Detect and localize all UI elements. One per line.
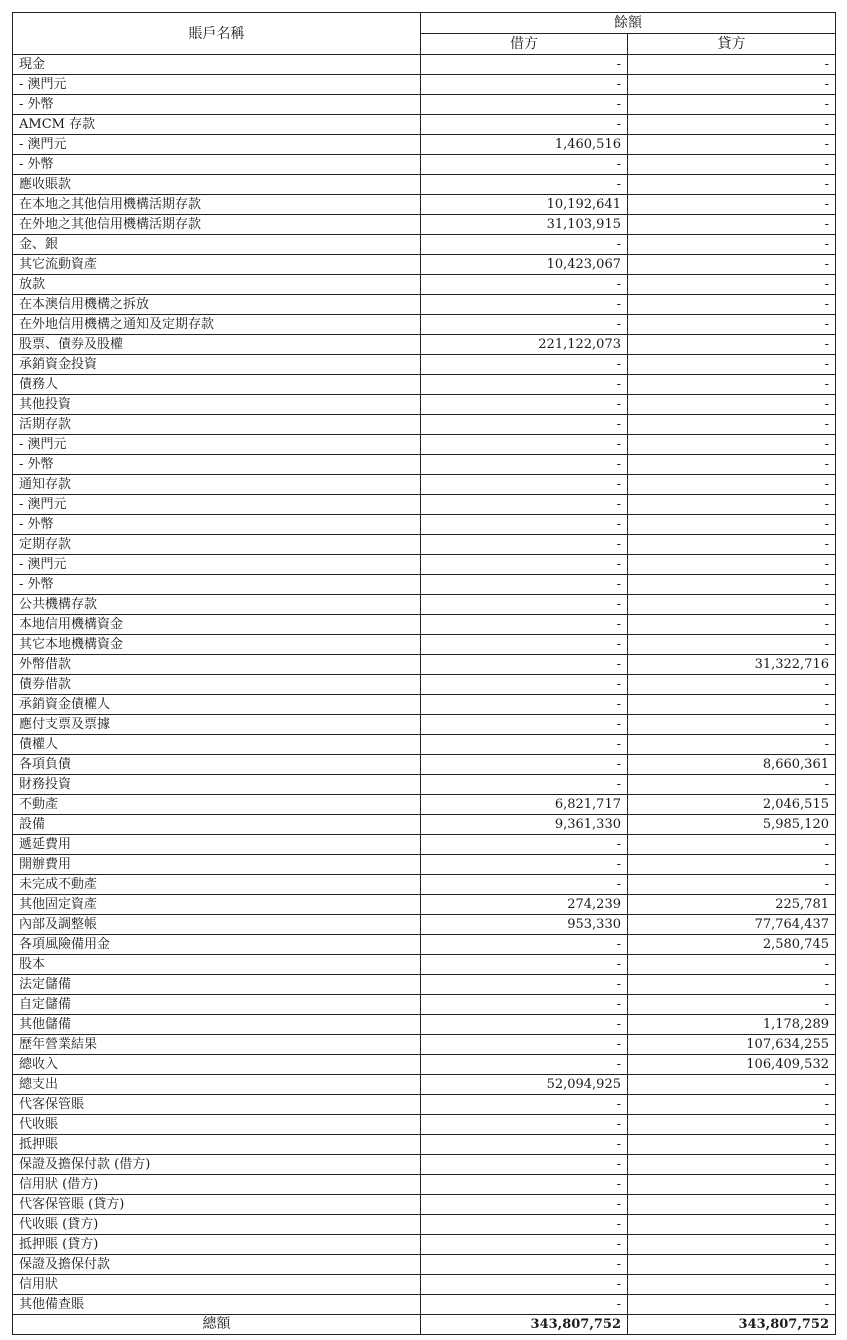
account-name-cell: 股票、債券及股權: [13, 335, 421, 355]
account-name-cell: 總收入: [13, 1055, 421, 1075]
credit-cell: -: [628, 1195, 836, 1215]
table-row: [13, 815, 836, 835]
debit-cell: -: [421, 1015, 628, 1035]
table-row: [13, 775, 836, 795]
table-row: [13, 395, 836, 415]
debit-cell: 10,423,067: [421, 255, 628, 275]
account-name-cell: 遞延費用: [13, 835, 421, 855]
account-name-cell: 承銷資金投資: [13, 355, 421, 375]
debit-cell: -: [421, 355, 628, 375]
debit-cell: -: [421, 975, 628, 995]
total-credit: 343,807,752: [628, 1315, 836, 1335]
debit-cell: -: [421, 755, 628, 775]
account-name-cell: - 外幣: [13, 155, 421, 175]
credit-cell: -: [628, 1135, 836, 1155]
table-row: [13, 975, 836, 995]
account-name-cell: 其它本地機構資金: [13, 635, 421, 655]
credit-cell: -: [628, 55, 836, 75]
table-footer: [13, 1315, 836, 1335]
table-row: [13, 55, 836, 75]
credit-cell: -: [628, 135, 836, 155]
debit-cell: -: [421, 1155, 628, 1175]
table-row: [13, 955, 836, 975]
credit-cell: -: [628, 275, 836, 295]
credit-cell: -: [628, 355, 836, 375]
credit-cell: -: [628, 435, 836, 455]
debit-cell: -: [421, 115, 628, 135]
table-row: [13, 835, 836, 855]
debit-cell: -: [421, 435, 628, 455]
debit-cell: -: [421, 875, 628, 895]
credit-cell: -: [628, 335, 836, 355]
debit-cell: -: [421, 295, 628, 315]
debit-cell: -: [421, 1195, 628, 1215]
debit-cell: -: [421, 515, 628, 535]
account-name-cell: 設備: [13, 815, 421, 835]
credit-header: 貸方: [628, 34, 836, 55]
debit-cell: -: [421, 55, 628, 75]
account-name-cell: - 澳門元: [13, 75, 421, 95]
debit-cell: -: [421, 715, 628, 735]
account-name-cell: 股本: [13, 955, 421, 975]
account-name-cell: 法定儲備: [13, 975, 421, 995]
table-row: [13, 455, 836, 475]
credit-cell: -: [628, 195, 836, 215]
table-row: [13, 535, 836, 555]
credit-cell: -: [628, 555, 836, 575]
debit-cell: -: [421, 995, 628, 1015]
account-name-cell: 未完成不動產: [13, 875, 421, 895]
account-name-cell: 本地信用機構資金: [13, 615, 421, 635]
table-row: [13, 235, 836, 255]
table-row: [13, 155, 836, 175]
credit-cell: -: [628, 635, 836, 655]
credit-cell: -: [628, 1235, 836, 1255]
account-name-header: 賬戶名稱: [13, 13, 421, 55]
debit-cell: -: [421, 1035, 628, 1055]
table-row: [13, 1155, 836, 1175]
table-row: [13, 355, 836, 375]
credit-cell: -: [628, 595, 836, 615]
table-row: [13, 935, 836, 955]
account-name-cell: - 外幣: [13, 455, 421, 475]
table-row: [13, 735, 836, 755]
account-rows: [13, 55, 836, 1315]
table-row: [13, 1235, 836, 1255]
debit-cell: -: [421, 95, 628, 115]
table-row: [13, 1115, 836, 1135]
debit-cell: -: [421, 735, 628, 755]
credit-cell: -: [628, 735, 836, 755]
account-name-cell: 代收賬 (貸方): [13, 1215, 421, 1235]
credit-cell: -: [628, 235, 836, 255]
credit-cell: -: [628, 455, 836, 475]
table-row: [13, 875, 836, 895]
table-row: [13, 415, 836, 435]
account-name-cell: - 澳門元: [13, 435, 421, 455]
account-name-cell: 代客保管賬: [13, 1095, 421, 1115]
debit-cell: -: [421, 415, 628, 435]
table-row: [13, 895, 836, 915]
account-name-cell: - 外幣: [13, 575, 421, 595]
credit-cell: 2,580,745: [628, 935, 836, 955]
table-row: [13, 755, 836, 775]
credit-cell: -: [628, 215, 836, 235]
table-row: [13, 335, 836, 355]
account-name-cell: 內部及調整帳: [13, 915, 421, 935]
account-name-cell: 在外地之其他信用機構活期存款: [13, 215, 421, 235]
account-name-cell: - 外幣: [13, 95, 421, 115]
balance-header: 餘額: [421, 13, 836, 34]
table-row: [13, 995, 836, 1015]
account-name-cell: - 外幣: [13, 515, 421, 535]
credit-cell: -: [628, 1095, 836, 1115]
credit-cell: 8,660,361: [628, 755, 836, 775]
credit-cell: -: [628, 475, 836, 495]
table-row: [13, 1095, 836, 1115]
credit-cell: -: [628, 315, 836, 335]
account-name-cell: 代客保管賬 (貸方): [13, 1195, 421, 1215]
table-row: [13, 1215, 836, 1235]
debit-cell: -: [421, 955, 628, 975]
credit-cell: 77,764,437: [628, 915, 836, 935]
credit-cell: -: [628, 1215, 836, 1235]
credit-cell: 106,409,532: [628, 1055, 836, 1075]
account-name-cell: 金、銀: [13, 235, 421, 255]
credit-cell: -: [628, 395, 836, 415]
account-name-cell: 放款: [13, 275, 421, 295]
account-name-cell: 債務人: [13, 375, 421, 395]
credit-cell: -: [628, 535, 836, 555]
credit-cell: -: [628, 495, 836, 515]
credit-cell: -: [628, 295, 836, 315]
credit-cell: -: [628, 955, 836, 975]
table-row: [13, 255, 836, 275]
total-debit: 343,807,752: [421, 1315, 628, 1335]
debit-cell: -: [421, 675, 628, 695]
account-name-cell: 各項風險備用金: [13, 935, 421, 955]
table-row: [13, 1015, 836, 1035]
debit-cell: -: [421, 935, 628, 955]
table-row: [13, 855, 836, 875]
table-row: [13, 1135, 836, 1155]
debit-cell: -: [421, 855, 628, 875]
debit-cell: -: [421, 1215, 628, 1235]
account-name-cell: 歷年營業結果: [13, 1035, 421, 1055]
debit-cell: -: [421, 575, 628, 595]
table-row: [13, 315, 836, 335]
credit-cell: -: [628, 515, 836, 535]
debit-cell: 9,361,330: [421, 815, 628, 835]
credit-cell: -: [628, 255, 836, 275]
account-name-cell: 抵押賬 (貸方): [13, 1235, 421, 1255]
table-row: [13, 695, 836, 715]
account-name-cell: 保證及擔保付款: [13, 1255, 421, 1275]
debit-cell: -: [421, 775, 628, 795]
debit-cell: -: [421, 595, 628, 615]
table-row: [13, 215, 836, 235]
account-name-cell: 債權人: [13, 735, 421, 755]
account-name-cell: 其他投資: [13, 395, 421, 415]
debit-cell: -: [421, 455, 628, 475]
debit-cell: -: [421, 175, 628, 195]
table-row: [13, 615, 836, 635]
total-label: 總額: [13, 1315, 421, 1335]
table-row: [13, 1055, 836, 1075]
debit-cell: 1,460,516: [421, 135, 628, 155]
debit-cell: 274,239: [421, 895, 628, 915]
debit-header: 借方: [421, 34, 628, 55]
account-name-cell: 其他備查賬: [13, 1295, 421, 1315]
credit-cell: -: [628, 995, 836, 1015]
account-name-cell: - 澳門元: [13, 555, 421, 575]
table-row: [13, 135, 836, 155]
table-row: [13, 1035, 836, 1055]
table-row: [13, 555, 836, 575]
debit-cell: -: [421, 1295, 628, 1315]
debit-cell: -: [421, 495, 628, 515]
account-name-cell: 承銷資金債權人: [13, 695, 421, 715]
debit-cell: -: [421, 695, 628, 715]
debit-cell: -: [421, 1115, 628, 1135]
debit-cell: -: [421, 635, 628, 655]
account-name-cell: 在本地之其他信用機構活期存款: [13, 195, 421, 215]
debit-cell: -: [421, 1135, 628, 1155]
table-row: [13, 75, 836, 95]
account-name-cell: 其它流動資產: [13, 255, 421, 275]
account-name-cell: AMCM 存款: [13, 115, 421, 135]
credit-cell: -: [628, 835, 836, 855]
debit-cell: -: [421, 1175, 628, 1195]
account-name-cell: 在外地信用機構之通知及定期存款: [13, 315, 421, 335]
table-row: [13, 1295, 836, 1315]
table-row: [13, 275, 836, 295]
debit-cell: -: [421, 835, 628, 855]
account-name-cell: 應收賬款: [13, 175, 421, 195]
credit-cell: -: [628, 675, 836, 695]
account-name-cell: 自定儲備: [13, 995, 421, 1015]
table-row: [13, 1275, 836, 1295]
credit-cell: 5,985,120: [628, 815, 836, 835]
total-row: [13, 1315, 836, 1335]
table-row: [13, 715, 836, 735]
debit-cell: 6,821,717: [421, 795, 628, 815]
account-name-cell: 抵押賬: [13, 1135, 421, 1155]
account-name-cell: 開辦費用: [13, 855, 421, 875]
account-name-cell: 外幣借款: [13, 655, 421, 675]
table-row: [13, 795, 836, 815]
debit-cell: -: [421, 1275, 628, 1295]
account-name-cell: 活期存款: [13, 415, 421, 435]
credit-cell: -: [628, 95, 836, 115]
account-name-cell: 應付支票及票據: [13, 715, 421, 735]
table-row: [13, 575, 836, 595]
debit-cell: -: [421, 75, 628, 95]
table-row: [13, 1075, 836, 1095]
credit-cell: 31,322,716: [628, 655, 836, 675]
debit-cell: -: [421, 1255, 628, 1275]
debit-cell: 10,192,641: [421, 195, 628, 215]
table-row: [13, 175, 836, 195]
credit-cell: -: [628, 1275, 836, 1295]
debit-cell: -: [421, 155, 628, 175]
credit-cell: 1,178,289: [628, 1015, 836, 1035]
table-row: [13, 495, 836, 515]
credit-cell: -: [628, 1075, 836, 1095]
account-name-cell: 信用狀: [13, 1275, 421, 1295]
credit-cell: -: [628, 375, 836, 395]
table-row: [13, 515, 836, 535]
account-name-cell: 通知存款: [13, 475, 421, 495]
credit-cell: 107,634,255: [628, 1035, 836, 1055]
credit-cell: -: [628, 175, 836, 195]
account-name-cell: 其他固定資產: [13, 895, 421, 915]
account-name-cell: 代收賬: [13, 1115, 421, 1135]
account-name-cell: 不動產: [13, 795, 421, 815]
credit-cell: -: [628, 615, 836, 635]
account-name-cell: 財務投資: [13, 775, 421, 795]
account-name-cell: 信用狀 (借方): [13, 1175, 421, 1195]
table-header: [13, 13, 836, 55]
debit-cell: -: [421, 275, 628, 295]
debit-cell: 52,094,925: [421, 1075, 628, 1095]
table-row: [13, 115, 836, 135]
credit-cell: 2,046,515: [628, 795, 836, 815]
table-row: [13, 95, 836, 115]
account-name-cell: 其他儲備: [13, 1015, 421, 1035]
debit-cell: -: [421, 615, 628, 635]
debit-cell: -: [421, 375, 628, 395]
credit-cell: -: [628, 1115, 836, 1135]
table-row: [13, 435, 836, 455]
debit-cell: 953,330: [421, 915, 628, 935]
credit-cell: -: [628, 855, 836, 875]
credit-cell: -: [628, 775, 836, 795]
credit-cell: 225,781: [628, 895, 836, 915]
debit-cell: 31,103,915: [421, 215, 628, 235]
account-name-cell: 現金: [13, 55, 421, 75]
account-name-cell: 在本澳信用機構之拆放: [13, 295, 421, 315]
debit-cell: -: [421, 1235, 628, 1255]
debit-cell: -: [421, 555, 628, 575]
table-row: [13, 1175, 836, 1195]
debit-cell: -: [421, 235, 628, 255]
table-row: [13, 295, 836, 315]
account-name-cell: 公共機構存款: [13, 595, 421, 615]
credit-cell: -: [628, 975, 836, 995]
credit-cell: -: [628, 1175, 836, 1195]
table-row: [13, 655, 836, 675]
account-name-cell: 總支出: [13, 1075, 421, 1095]
credit-cell: -: [628, 575, 836, 595]
trial-balance-table: [12, 12, 836, 1335]
debit-cell: -: [421, 315, 628, 335]
table-row: [13, 475, 836, 495]
table-row: [13, 635, 836, 655]
account-name-cell: 各項負債: [13, 755, 421, 775]
table-row: [13, 1255, 836, 1275]
credit-cell: -: [628, 415, 836, 435]
debit-cell: -: [421, 1055, 628, 1075]
credit-cell: -: [628, 695, 836, 715]
credit-cell: -: [628, 75, 836, 95]
credit-cell: -: [628, 875, 836, 895]
debit-cell: -: [421, 395, 628, 415]
table-row: [13, 375, 836, 395]
credit-cell: -: [628, 1255, 836, 1275]
account-name-cell: - 澳門元: [13, 495, 421, 515]
debit-cell: -: [421, 475, 628, 495]
table-row: [13, 1195, 836, 1215]
debit-cell: -: [421, 535, 628, 555]
account-name-cell: 債券借款: [13, 675, 421, 695]
account-name-cell: - 澳門元: [13, 135, 421, 155]
credit-cell: -: [628, 1295, 836, 1315]
table-row: [13, 195, 836, 215]
table-row: [13, 915, 836, 935]
credit-cell: -: [628, 115, 836, 135]
table-row: [13, 595, 836, 615]
account-name-cell: 定期存款: [13, 535, 421, 555]
table-row: [13, 675, 836, 695]
credit-cell: -: [628, 1155, 836, 1175]
credit-cell: -: [628, 715, 836, 735]
credit-cell: -: [628, 155, 836, 175]
debit-cell: -: [421, 655, 628, 675]
debit-cell: 221,122,073: [421, 335, 628, 355]
account-name-cell: 保證及擔保付款 (借方): [13, 1155, 421, 1175]
debit-cell: -: [421, 1095, 628, 1115]
